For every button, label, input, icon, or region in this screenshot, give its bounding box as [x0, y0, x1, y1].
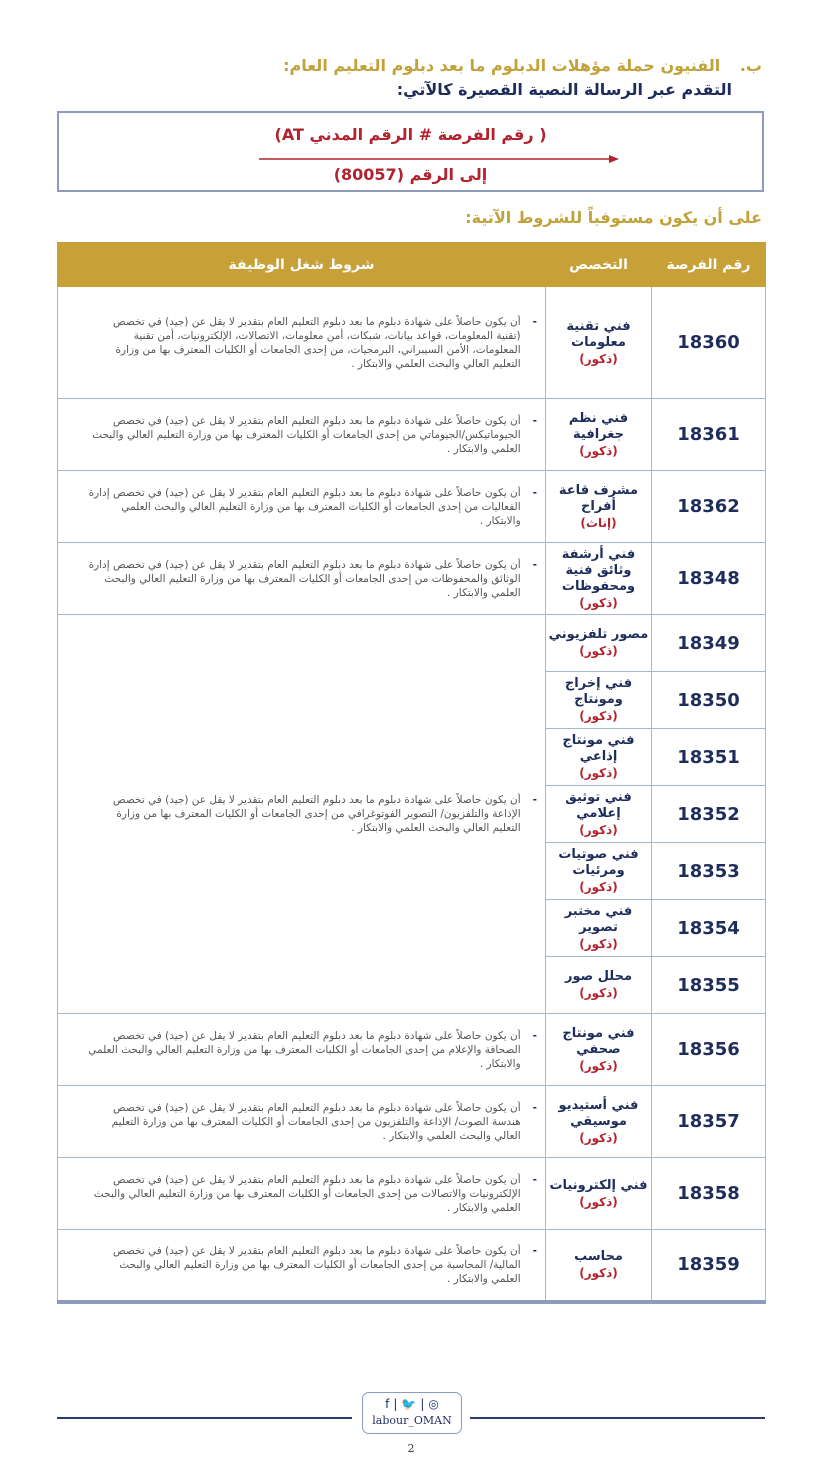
bullet-dash: - [532, 1101, 537, 1114]
facebook-icon[interactable]: f [385, 1397, 390, 1411]
table-row [58, 1086, 766, 1158]
gender-label: (ذكور) [579, 595, 618, 610]
conditions-text: أن يكون حاصلاً على شهادة دبلوم ما بعد دبلوم التعليم العام بتقدير لا يقل عن (جيد) في تخصص (تقنية المعلومات، قواعد بيانات، شبكات، أمن معلومات، الاتصالات، الإلكترونيات، أمن تقنية المعلومات، الأمن السيبراني، البرمجيات، من إحدى الجامعات أو الكليات المعترف بها من وزارة التعليم العالي والبحث العلمي والابتكار . [112, 315, 521, 370]
job-number: 18356 [652, 1014, 766, 1086]
specialty-name: محلل صور [564, 969, 633, 984]
job-number: 18349 [652, 615, 766, 672]
sms-format: ( رقم الفرصة # الرقم المدني AT) [274, 125, 547, 144]
specialty-cell [546, 543, 652, 615]
job-number: 18353 [652, 843, 766, 900]
table-row [58, 471, 766, 543]
bullet-dash: - [532, 1029, 537, 1042]
bullet-dash: - [532, 558, 537, 571]
gender-label: (ذكور) [579, 823, 618, 837]
bullet-dash: - [532, 486, 537, 499]
table-row [58, 1158, 766, 1230]
gender-label: (ذكور) [579, 351, 618, 366]
specialty-cell [546, 843, 652, 900]
job-number: 18350 [652, 672, 766, 729]
job-number: 18360 [652, 287, 766, 399]
job-number: 18354 [652, 900, 766, 957]
specialty-cell [546, 1086, 652, 1158]
sms-number: إلى الرقم (80057) [333, 165, 488, 184]
gender-label: (ذكور) [579, 1194, 618, 1209]
gender-label: (ذكور) [579, 880, 618, 894]
jobs-table [57, 242, 766, 1304]
specialty-cell [546, 1158, 652, 1230]
gender-label: (ذكور) [579, 709, 618, 723]
social-badge: f | 🐦 | ◎ labour_OMAN [362, 1392, 462, 1434]
bullet-dash: - [532, 794, 537, 806]
table-row [58, 1014, 766, 1086]
specialty-name: فني توثيق إعلامي [565, 790, 632, 821]
table-row [58, 615, 766, 672]
footer-divider-left [57, 1417, 352, 1419]
specialty-name: فني صوتيات ومرئيات [558, 847, 639, 878]
gender-label: (ذكور) [579, 986, 618, 1000]
sms-format-box [57, 111, 764, 192]
gender-label: (ذكور) [579, 1058, 618, 1073]
section-heading [62, 56, 762, 75]
specialty-cell [546, 471, 652, 543]
page-number: 2 [407, 1442, 415, 1455]
section-prefix: ب. [739, 56, 762, 75]
gender-label: (ذكور) [579, 1265, 618, 1280]
header-conditions: شروط شغل الوظيفة [58, 243, 546, 287]
header-specialty: التخصص [546, 243, 652, 287]
conditions-cell [58, 1230, 546, 1302]
conditions-text: أن يكون حاصلاً على شهادة دبلوم ما بعد دبلوم التعليم العام بتقدير لا يقل عن (جيد) في تخصص الجيوماتيكس/الجيوماتي من إحدى الجامعات أو الكليات المعترف بها من وزارة التعليم العالي والبحث العلمي والابتكار . [92, 414, 521, 455]
job-number: 18351 [652, 729, 766, 786]
specialty-name: مشرف قاعة أفراح [558, 482, 639, 514]
specialty-name: فني إلكترونيات [549, 1177, 648, 1193]
specialty-cell [546, 900, 652, 957]
job-number: 18355 [652, 957, 766, 1014]
specialty-name: فني أرشفة وثائق فنية ومحفوظات [561, 546, 636, 594]
arrow-right-icon [259, 153, 619, 165]
conditions-cell [58, 1158, 546, 1230]
specialty-cell [546, 615, 652, 672]
conditions-text: أن يكون حاصلاً على شهادة دبلوم ما بعد دبلوم التعليم العام بتقدير لا يقل عن (جيد) في تخصص هندسة الصوت/ الإذاعة والتلفزيون من إحدى الجامعات أو الكليات المعترف بها من وزارة التعليم العالي والبحث العلمي والابتكار . [111, 1101, 521, 1142]
specialty-name: فني تقنية معلومات [566, 318, 631, 350]
specialty-name: فني مختبر تصوير [564, 904, 633, 935]
specialty-cell [546, 786, 652, 843]
job-number: 18352 [652, 786, 766, 843]
conditions-text: أن يكون حاصلاً على شهادة دبلوم ما بعد دبلوم التعليم العام بتقدير لا يقل عن (جيد) في تخصص الصحافة والإعلام من إحدى الجامعات أو الكليات المعترف بها من وزارة التعليم العالي والبحث العلمي والابتكار . [88, 1029, 521, 1070]
table-header-row [58, 243, 766, 287]
specialty-cell [546, 672, 652, 729]
header-number: رقم الفرصة [652, 243, 766, 287]
conditions-text: أن يكون حاصلاً على شهادة دبلوم ما بعد دبلوم التعليم العام بتقدير لا يقل عن (جيد) في تخصص الإلكترونيات والاتصالات من إحدى الجامعات أو الكليات المعترف بها من وزارة التعليم العالي والبحث العلمي والابتكار . [93, 1173, 521, 1214]
job-number: 18359 [652, 1230, 766, 1302]
footer-divider-right [470, 1417, 765, 1419]
job-number: 18361 [652, 399, 766, 471]
conditions-heading: على أن يكون مستوفياً للشروط الآتية: [465, 208, 762, 227]
specialty-name: فني أستيديو موسيقي [558, 1097, 639, 1129]
conditions-cell [58, 1086, 546, 1158]
specialty-cell [546, 1230, 652, 1302]
jobs-table-wrapper [57, 242, 765, 1304]
conditions-text: أن يكون حاصلاً على شهادة دبلوم ما بعد دبلوم التعليم العام بتقدير لا يقل عن (جيد) في تخصص إدارة الفعاليات من إحدى الجامعات أو الكليات المعترف بها من وزارة التعليم العالي والبحث العلمي والابتكار . [88, 486, 521, 527]
conditions-cell [58, 1014, 546, 1086]
specialty-cell [546, 287, 652, 399]
specialty-name: فني نظم جغرافية [568, 410, 629, 442]
conditions-cell [58, 471, 546, 543]
job-number: 18348 [652, 543, 766, 615]
gender-label: (ذكور) [579, 443, 618, 458]
specialty-name: فني مونتاج إذاعي [562, 733, 635, 764]
table-row [58, 287, 766, 399]
table-row [58, 543, 766, 615]
conditions-cell [58, 543, 546, 615]
bullet-dash: - [532, 1244, 537, 1257]
specialty-cell [546, 399, 652, 471]
conditions-text: أن يكون حاصلاً على شهادة دبلوم ما بعد دبلوم التعليم العام بتقدير لا يقل عن (جيد) في تخصص المالية/ المحاسبة من إحدى الجامعات أو الكليات المعترف بها من وزارة التعليم العالي والبحث العلمي والابتكار . [112, 1244, 521, 1285]
twitter-icon[interactable]: 🐦 [401, 1397, 417, 1411]
specialty-cell [546, 957, 652, 1014]
gender-label: (إناث) [580, 515, 617, 530]
specialty-cell [546, 729, 652, 786]
job-number: 18358 [652, 1158, 766, 1230]
specialty-name: مصور تلفزيوني [548, 627, 649, 642]
job-number: 18362 [652, 471, 766, 543]
conditions-text: أن يكون حاصلاً على شهادة دبلوم ما بعد دبلوم التعليم العام بتقدير لا يقل عن (جيد) في تخصص الإذاعة والتلفزيون/ التصوير الفوتوغرافي من إحدى الجامعات أو الكليات المعترف بها من وزارة التعليم العالي والبحث العلمي والابتكار . [112, 794, 521, 834]
table-row [58, 1230, 766, 1302]
bullet-dash: - [532, 315, 537, 328]
table-row [58, 399, 766, 471]
bullet-dash: - [532, 414, 537, 427]
specialty-name: فني مونتاج صحفي [562, 1025, 635, 1057]
gender-label: (ذكور) [579, 937, 618, 951]
instagram-icon[interactable]: ◎ [428, 1397, 439, 1411]
conditions-cell [58, 287, 546, 399]
conditions-cell [58, 399, 546, 471]
gender-label: (ذكور) [579, 644, 618, 658]
section-title: الفنيون حملة مؤهلات الدبلوم ما بعد دبلوم التعليم العام: [283, 56, 721, 75]
specialty-name: فني إخراج ومونتاج [564, 676, 633, 707]
specialty-name: محاسب [574, 1248, 623, 1264]
gender-label: (ذكور) [579, 766, 618, 780]
conditions-text: أن يكون حاصلاً على شهادة دبلوم ما بعد دبلوم التعليم العام بتقدير لا يقل عن (جيد) في تخصص إدارة الوثائق والمحفوظات من إحدى الجامعات أو الكليات المعترف بها من وزارة التعليم العالي والبحث العلمي والابتكار . [88, 558, 521, 599]
social-handle: labour_OMAN [372, 1414, 452, 1427]
bullet-dash: - [532, 1173, 537, 1186]
job-number: 18357 [652, 1086, 766, 1158]
gender-label: (ذكور) [579, 1130, 618, 1145]
section-subtitle: التقدم عبر الرسالة النصية القصيرة كالآتي: [396, 80, 732, 99]
specialty-cell [546, 1014, 652, 1086]
conditions-cell [58, 615, 546, 1014]
